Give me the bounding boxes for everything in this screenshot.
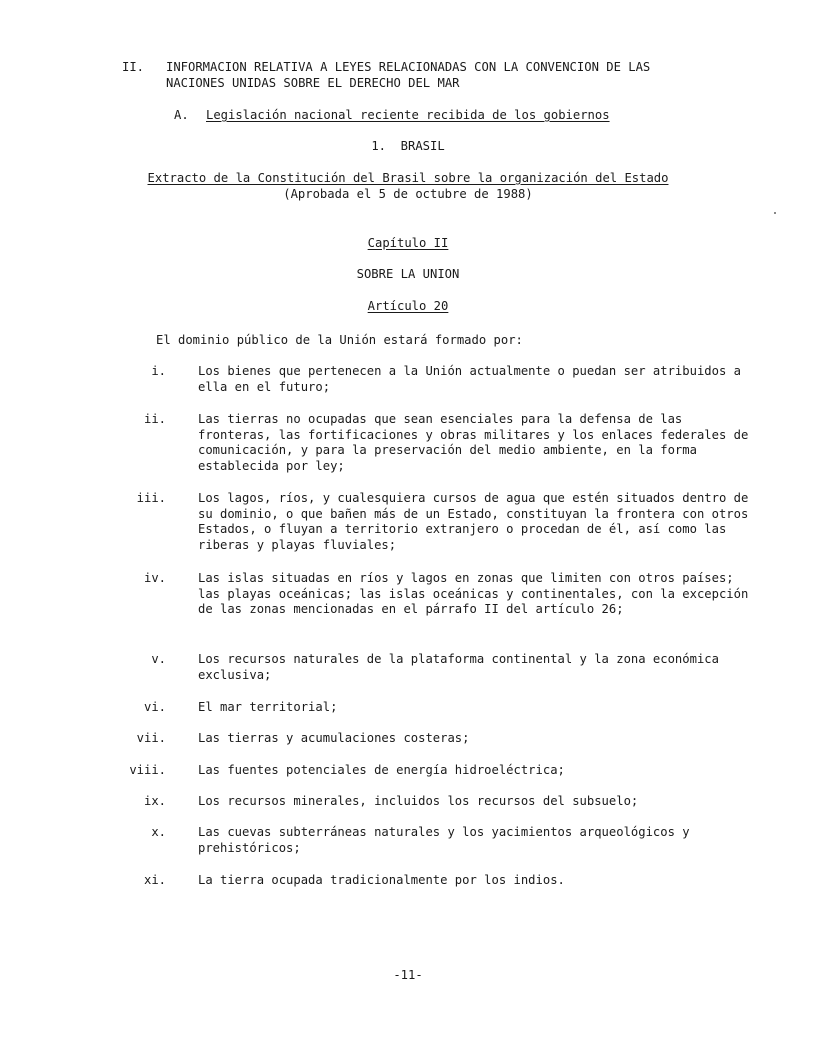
list-item-text: Los lagos, ríos, y cualesquiera cursos de agua que estén situados dentro de su dominio, o que bañen más de un Estado, constituyan la frontera con otros Estados, o fluyan a territorio extranjero o procedan de él, así como las riberas y playas fluviales;: [198, 491, 749, 552]
subsection-title: Legislación nacional reciente recibida de los gobiernos: [206, 108, 610, 122]
list-item-text: Las cuevas subterráneas naturales y los yacimientos arqueológicos y prehistóricos;: [198, 825, 690, 855]
list-item-number: vii.: [136, 731, 166, 745]
approval-date: (Aprobada el 5 de octubre de 1988): [283, 187, 533, 201]
chapter-subtitle: SOBRE LA UNION: [356, 267, 460, 281]
list-item-number: x.: [151, 825, 166, 839]
scan-speck: [774, 212, 776, 214]
list-item-text: Los recursos minerales, incluidos los recursos del subsuelo;: [198, 794, 639, 808]
list-item-text: Los bienes que pertenecen a la Unión actualmente o puedan ser atribuidos a ella en el futuro;: [198, 364, 741, 394]
section-title-line2: NACIONES UNIDAS SOBRE EL DERECHO DEL MAR: [166, 76, 460, 90]
list-item-text: El mar territorial;: [198, 700, 338, 714]
country-heading: 1. BRASIL: [371, 139, 445, 153]
list-item-text: Las tierras y acumulaciones costeras;: [198, 731, 470, 745]
list-item-number: v.: [151, 652, 166, 666]
page-number: -11-: [393, 968, 423, 982]
subsection-letter: A.: [174, 108, 189, 122]
list-item-number: xi.: [143, 873, 166, 887]
list-item-number: iii.: [136, 491, 166, 505]
list-item-text: Las tierras no ocupadas que sean esenciales para la defensa de las fronteras, las fortificaciones y obras militares y los enlaces federales de comunicación, y para la preservación del medio ambiente, en la forma establecida por ley;: [198, 412, 749, 473]
list-item-number: iv.: [143, 571, 166, 585]
list-item-number: vi.: [143, 700, 166, 714]
list-item-text: Las fuentes potenciales de energía hidroeléctrica;: [198, 763, 565, 777]
list-item-number: i.: [151, 364, 166, 378]
intro-text: El dominio público de la Unión estará formado por:: [156, 333, 523, 347]
list-item-number: ix.: [143, 794, 166, 808]
section-number: II.: [122, 60, 145, 74]
extract-title: Extracto de la Constitución del Brasil sobre la organización del Estado: [147, 171, 669, 185]
list-item-text: Las islas situadas en ríos y lagos en zonas que limiten con otros países; las playas oceánicas; las islas oceánicas y continentales, con la excepción de las zonas mencionadas en el párrafo II del artículo 26;: [198, 571, 749, 617]
section-title-line1: INFORMACION RELATIVA A LEYES RELACIONADAS CON LA CONVENCION DE LAS: [166, 60, 651, 74]
chapter-title: Capítulo II: [367, 236, 449, 250]
list-item-text: Los recursos naturales de la plataforma continental y la zona económica exclusiva;: [198, 652, 719, 682]
article-title: Artículo 20: [367, 299, 449, 313]
list-item-number: viii.: [129, 763, 166, 777]
list-item-text: La tierra ocupada tradicionalmente por los indios.: [198, 873, 565, 887]
list-item-number: ii.: [143, 412, 166, 426]
